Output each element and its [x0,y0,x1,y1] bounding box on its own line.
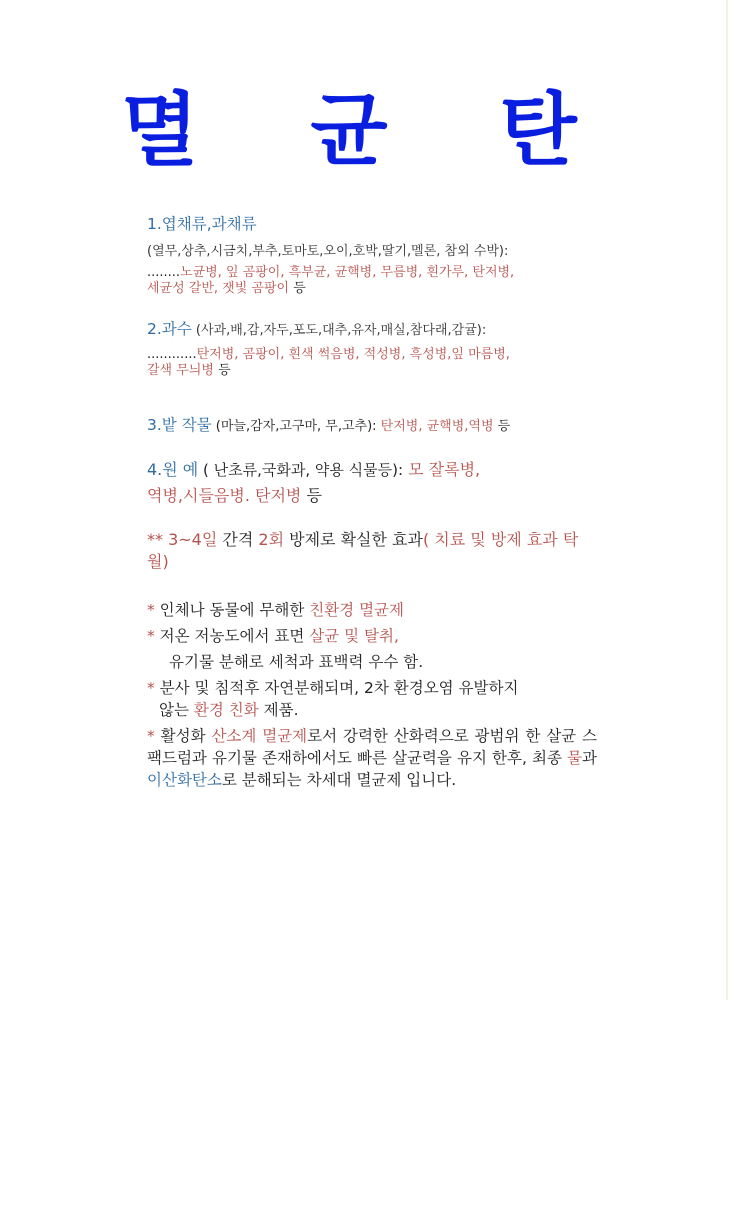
section-heading-row [147,321,597,339]
section-crops: (사과,배,감,자두,포도,대추,유자,매실,참다래,감귤): [191,323,487,338]
item-highlight: 이산화탄소 [147,771,222,789]
interval-text: ** 3~4일 [147,530,218,549]
count-text: 2회 [258,530,285,549]
item-highlight: 환경 친화 [193,701,259,719]
section-heading: 1.엽채류,과채류 [147,215,257,233]
disease-list: 탄저병, 곰팡이, 흰색 썩음병, 적성병, 흑성병,잎 마름병, [196,347,510,362]
feature-list [147,599,597,791]
section-diseases [147,265,597,297]
note-text: 방제로 확실한 효과 [284,530,423,549]
effect-text: ( 치료 및 방제 효과 탁월) [147,530,579,571]
section-leafy-fruit-vegetables [147,212,597,297]
disease-list: 탄저병, 균핵병,역병 [376,419,494,434]
item-text: 분사 및 침적후 자연분해되며, 2차 환경오염 유발하지 [154,679,519,697]
dots: ........ [147,265,181,280]
section-crops: (열무,상추,시금치,부추,토마토,오이,호박,딸기,멜론, 참외 수박): [147,244,509,259]
item-text: 과 [582,749,597,767]
item-highlight: 살균 및 탈취, [309,627,399,645]
disease-list: 역병,시들음병. 탄저병 [147,486,302,505]
list-item [147,625,597,673]
section-field-crops [147,413,597,435]
item-highlight: 산소계 멸균제 [211,727,308,745]
application-note [147,529,597,573]
etc-label: 등 [493,419,511,434]
section-fruit-trees [147,321,597,379]
section-crops: (마늘,감자,고구마, 무,고추): [211,419,377,434]
disease-list: 갈색 무늬병 [147,363,214,378]
item-text: 않는 [159,701,194,719]
list-item [147,725,597,791]
asterisk-icon: * [147,727,155,745]
asterisk-icon: * [147,679,155,697]
section-heading: 4.원 예 [147,460,199,479]
item-text: 유기물 분해로 세척과 표백력 우수 함. [169,653,424,671]
section-heading: 3.밭 작물 [147,416,212,434]
section-horticulture [147,457,597,509]
section-heading: 2.과수 [147,320,192,338]
etc-label: 등 [213,363,231,378]
asterisk-icon: * [147,601,155,619]
dots: ............ [147,347,197,362]
list-item [147,677,597,721]
item-highlight: 친환경 멸균제 [309,601,404,619]
disease-list: 모 잘록병, [403,460,481,479]
etc-label: 등 [301,486,322,505]
item-text: 제품. [258,701,299,719]
asterisk-icon: * [147,627,155,645]
item-text: 활성화 [154,727,212,745]
disease-list: 세균성 갈반, 잿빛 곰팡이 [147,281,290,296]
section-crops: ( 난초류,국화과, 약용 식물등): [198,461,404,479]
item-highlight: 물 [567,749,583,767]
item-text: 인체나 동물에 무해한 [154,601,310,619]
section-diseases [147,347,597,379]
content [147,212,597,795]
etc-label: 등 [289,281,306,296]
list-item [147,599,597,621]
page-title: 멸 균 탄 [121,84,619,177]
item-text: 로 분해되는 차세대 멸균제 입니다. [221,771,457,789]
note-text: 간격 [217,530,259,549]
disease-list: 노균병, 잎 곰팡이, 흑부균, 균핵병, 무름병, 흰가루, 탄저병, [180,265,515,280]
item-text: 저온 저농도에서 표면 [154,627,310,645]
item-text: 로서 강력한 산화력으로 광범위 한 살균 스팩드럼과 유기물 존재하에서도 빠른 살균력을 유지 한후, 최종 [147,727,598,767]
